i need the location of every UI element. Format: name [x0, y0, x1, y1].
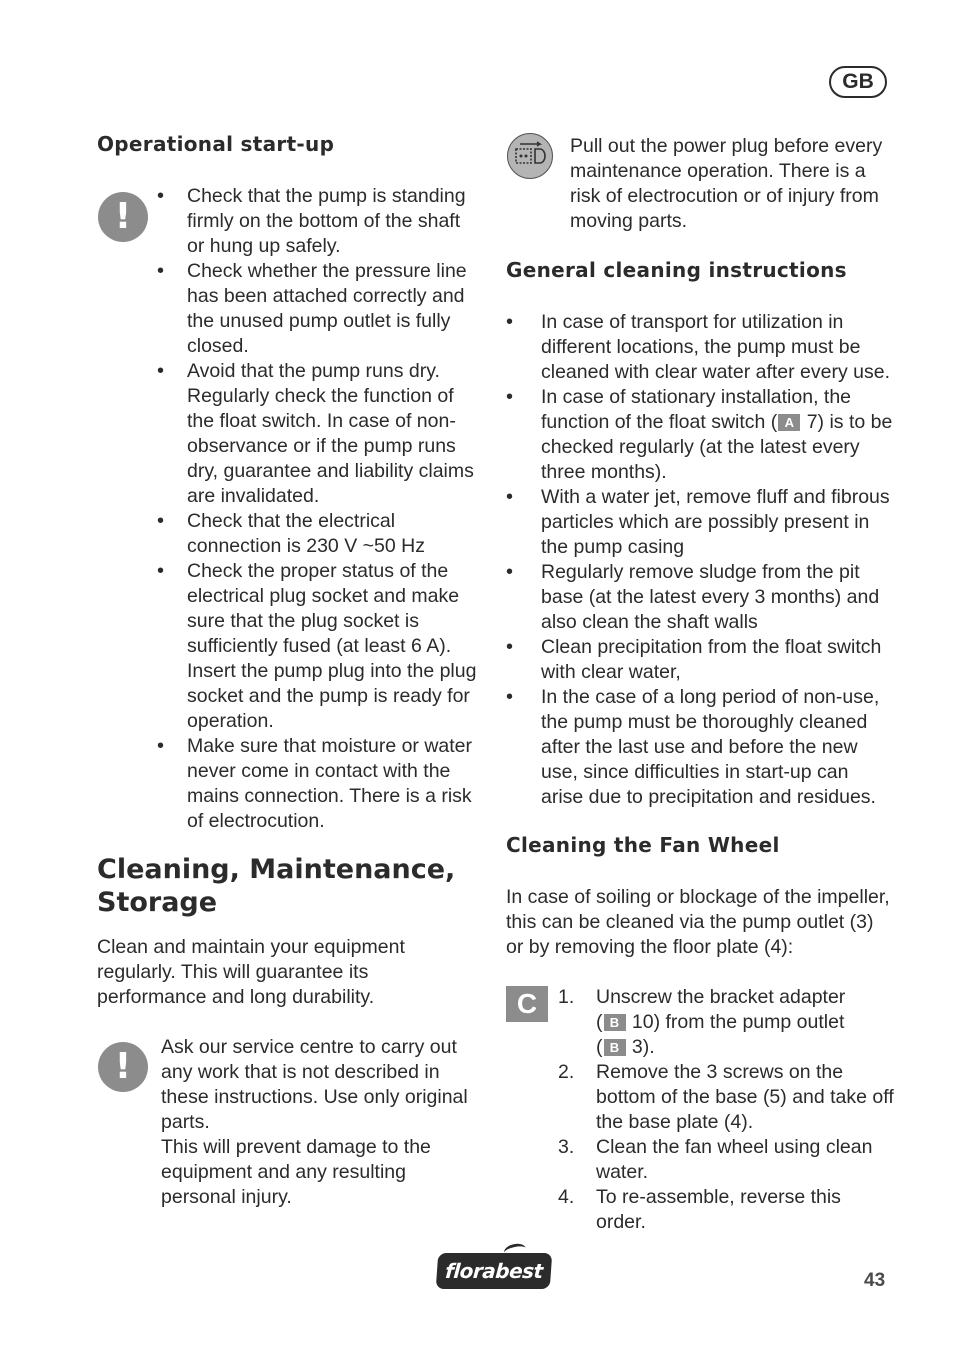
florabest-logo: florabest	[436, 1253, 553, 1289]
heading-fan-wheel: Cleaning the Fan Wheel	[506, 833, 780, 857]
warning-text-1: Ask our service centre to carry out any work that is not described in these instructions. Use only original parts.	[161, 1036, 468, 1133]
list-item: • Clean precipitation from the float switch with clear water,	[506, 636, 882, 683]
language-badge: GB	[829, 66, 887, 98]
step-item: 4. To re-assemble, reverse this order.	[558, 1186, 841, 1233]
fan-wheel-intro: In case of soiling or blockage of the impeller, this can be cleaned via the pump outlet (3) or by removing the floor plate (4):	[506, 886, 890, 958]
figure-ref-b: B	[604, 1039, 626, 1056]
list-item: • In the case of a long period of non-use, the pump must be thoroughly cleaned after the last use and before the new use, since difficulties in start-up can arise due to precipitation and residues.	[506, 686, 880, 808]
list-item: • In case of transport for utilization in different locations, the pump must be cleaned with clear water after every use.	[506, 311, 891, 383]
startup-list	[157, 184, 482, 834]
list-item: • Check the proper status of the electrical plug socket and make sure that the plug socket is sufficiently fused (at least 6 A). Insert the pump plug into the plug socket and the pump is ready for operation.	[157, 560, 477, 732]
list-item: • Make sure that moisture or water never come in contact with the mains connection. There is a risk of electrocution.	[157, 735, 473, 832]
general-cleaning-list	[506, 310, 894, 810]
heading-general-cleaning: General cleaning instructions	[506, 258, 847, 282]
figure-ref-b: B	[604, 1014, 626, 1031]
cleaning-intro: Clean and maintain your equipment regularly. This will guarantee its performance and long durability.	[97, 936, 405, 1008]
fan-wheel-steps	[558, 985, 894, 1235]
figure-ref-a: A	[778, 414, 800, 431]
service-warning	[161, 1035, 481, 1210]
plug-note: Pull out the power plug before every maintenance operation. There is a risk of electrocution or of injury from moving parts.	[570, 135, 883, 232]
warning-icon: !	[98, 1042, 148, 1092]
warning-text-2: This will prevent damage to the equipment and any resulting personal injury.	[161, 1136, 431, 1208]
page-number: 43	[864, 1270, 886, 1291]
step-item: 2. Remove the 3 screws on the bottom of the base (5) and take off the base plate (4).	[558, 1061, 894, 1133]
list-item: • Check that the pump is standing firmly on the bottom of the shaft or hung up safely.	[157, 185, 466, 257]
list-item: • Check whether the pressure line has been attached correctly and the unused pump outlet is fully closed.	[157, 260, 467, 357]
list-item: • In case of stationary installation, the function of the float switch ( A 7) is to be checked regularly (at the latest every three months).	[506, 386, 893, 483]
heading-operational-startup: Operational start-up	[97, 132, 335, 156]
list-item: • Check that the electrical connection is 230 V ~50 Hz	[157, 510, 425, 557]
figure-c-label: C	[506, 986, 548, 1022]
warning-icon: !	[98, 192, 148, 242]
list-item: • With a water jet, remove fluff and fibrous particles which are possibly present in the pump casing	[506, 486, 890, 558]
list-item: • Regularly remove sludge from the pit base (at the latest every 3 months) and also clean the shaft walls	[506, 561, 880, 633]
step-item: 1. Unscrew the bracket adapter ( B 10) from the pump outlet ( B 3).	[558, 986, 846, 1058]
list-item: • Avoid that the pump runs dry. Regularly check the function of the float switch. In case of non-observance or if the pump runs dry, guarantee and liability claims are invalidated.	[157, 360, 474, 507]
heading-cleaning-maintenance: Cleaning, Maintenance, Storage	[97, 854, 456, 918]
power-plug-icon	[507, 133, 553, 179]
step-item: 3. Clean the fan wheel using clean water.	[558, 1136, 873, 1183]
